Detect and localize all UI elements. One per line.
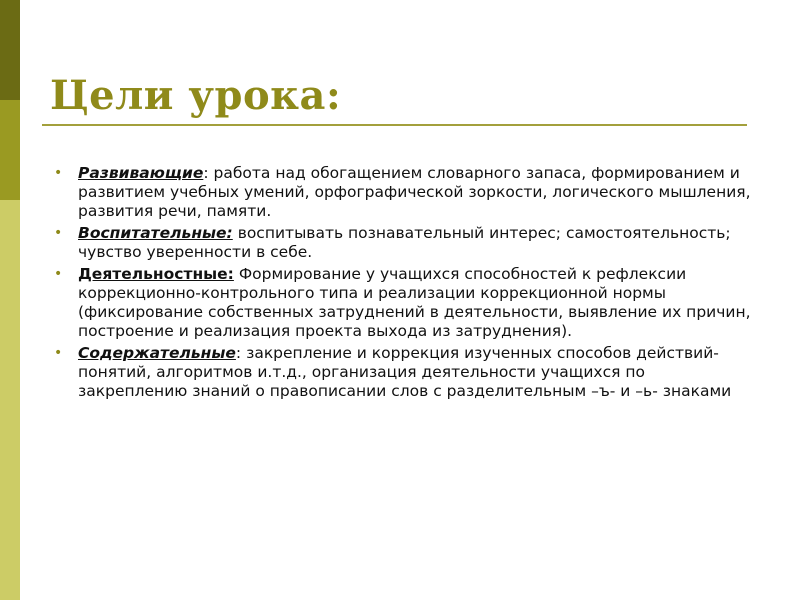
slide-title: Цели урока: <box>50 72 342 119</box>
objective-heading: Развивающие <box>78 164 204 182</box>
bullet-icon: • <box>54 225 63 241</box>
title-divider <box>42 124 747 126</box>
bullet-icon: • <box>54 266 63 282</box>
objective-heading: Содержательные <box>78 344 236 362</box>
objective-separator: : <box>235 344 242 362</box>
accent-bar-segment-mid <box>0 100 20 200</box>
bullet-icon: • <box>54 345 63 361</box>
objective-text: воспитывать познавательный интерес; самостоятельность; чувство уверенности в себе. <box>78 224 731 261</box>
objective-activity <box>54 265 759 341</box>
objective-heading: Деятельностные: <box>78 265 234 283</box>
left-accent-bar <box>0 0 20 600</box>
objective-text: Формирование у учащихся способностей к рефлексии коррекционно-контрольного типа и реализации коррекционной нормы (фиксирование собственных затруднений в деятельности, выявление их причин, построение и реализация проекта выхода из затруднения). <box>78 265 751 340</box>
objective-separator: : <box>203 164 209 182</box>
objective-heading: Воспитательные: <box>78 224 233 242</box>
objective-text: работа над обогащением словарного запаса, формированием и развитием учебных умений, орфографической зоркости, логического мышления, развития речи, памяти. <box>78 164 751 220</box>
objective-text: закрепление и коррекция изученных способов действий-понятий, алгоритмов и.т.д., организация деятельности учащихся по закреплению знаний о правописании слов с разделительным –ъ- и –ь- знаками <box>78 344 732 400</box>
accent-bar-segment-light <box>0 200 20 600</box>
bullet-icon: • <box>54 165 63 181</box>
objective-educational <box>54 224 759 262</box>
objective-developmental <box>54 164 759 221</box>
accent-bar-segment-dark <box>0 0 20 100</box>
objective-content <box>54 344 759 401</box>
objectives-list <box>54 164 759 404</box>
